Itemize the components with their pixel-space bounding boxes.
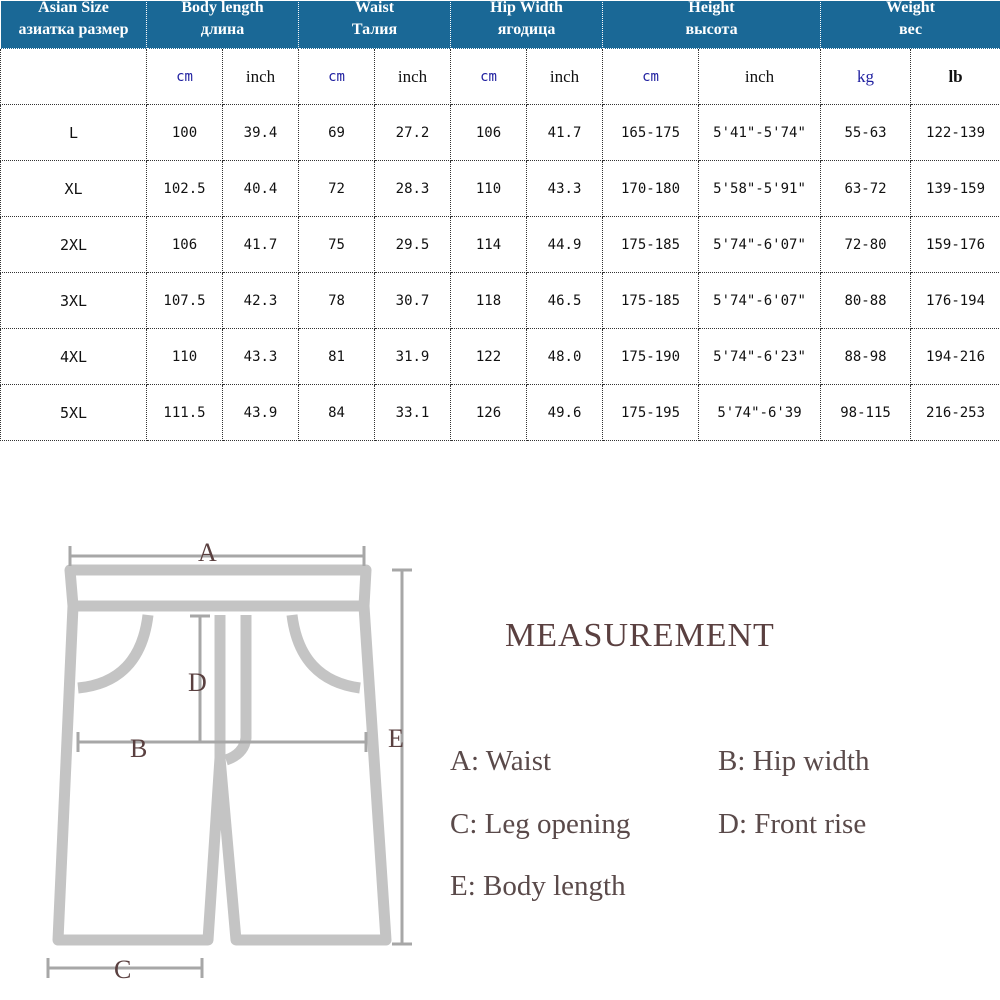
measurement-diagram <box>0 520 1000 1000</box>
header-height: Height высота <box>603 1 821 49</box>
unit-cell: inch <box>223 49 299 105</box>
size-cell: 2XL <box>1 217 147 273</box>
table-cell: 88-98 <box>821 329 911 385</box>
table-cell: 5'74"-6'23" <box>699 329 821 385</box>
table-cell: 72 <box>299 161 375 217</box>
table-cell: 30.7 <box>375 273 451 329</box>
table-cell: 28.3 <box>375 161 451 217</box>
unit-cell: cm <box>147 49 223 105</box>
unit-cell: cm <box>451 49 527 105</box>
table-cell: 175-195 <box>603 385 699 441</box>
table-cell: 41.7 <box>527 105 603 161</box>
table-cell: 110 <box>147 329 223 385</box>
unit-cell: inch <box>375 49 451 105</box>
table-cell: 48.0 <box>527 329 603 385</box>
table-row <box>1 105 1000 161</box>
table-cell: 122-139 <box>911 105 1000 161</box>
table-cell: 122 <box>451 329 527 385</box>
table-cell: 126 <box>451 385 527 441</box>
table-cell: 118 <box>451 273 527 329</box>
table-cell: 5'74"-6'07" <box>699 273 821 329</box>
table-cell: 216-253 <box>911 385 1000 441</box>
table-cell: 107.5 <box>147 273 223 329</box>
table-cell: 102.5 <box>147 161 223 217</box>
table-cell: 41.7 <box>223 217 299 273</box>
shorts-outline <box>58 570 386 940</box>
table-cell: 5'74"-6'39 <box>699 385 821 441</box>
table-cell: 5'74"-6'07" <box>699 217 821 273</box>
table-cell: 175-190 <box>603 329 699 385</box>
size-cell: 5XL <box>1 385 147 441</box>
table-row <box>1 161 1000 217</box>
table-row <box>1 385 1000 441</box>
table-cell: 75 <box>299 217 375 273</box>
header-body-length: Body length длина <box>147 1 299 49</box>
table-cell: 78 <box>299 273 375 329</box>
size-cell: XL <box>1 161 147 217</box>
table-cell: 84 <box>299 385 375 441</box>
table-cell: 72-80 <box>821 217 911 273</box>
table-cell: 98-115 <box>821 385 911 441</box>
table-cell: 33.1 <box>375 385 451 441</box>
label-d: D <box>188 668 207 697</box>
unit-cell: kg <box>821 49 911 105</box>
legend-front-rise: D: Front rise <box>718 808 867 840</box>
table-cell: 44.9 <box>527 217 603 273</box>
table-cell: 110 <box>451 161 527 217</box>
table-cell: 55-63 <box>821 105 911 161</box>
unit-cell: inch <box>527 49 603 105</box>
measurement-title: MEASUREMENT <box>505 617 775 654</box>
legend-waist: A: Waist <box>450 745 552 777</box>
header-row <box>1 1 1000 49</box>
table-cell: 69 <box>299 105 375 161</box>
table-cell: 39.4 <box>223 105 299 161</box>
header-waist: Waist Талия <box>299 1 451 49</box>
table-cell: 27.2 <box>375 105 451 161</box>
table-cell: 43.9 <box>223 385 299 441</box>
size-cell: L <box>1 105 147 161</box>
unit-cell: inch <box>699 49 821 105</box>
table-cell: 106 <box>147 217 223 273</box>
table-cell: 43.3 <box>223 329 299 385</box>
size-cell: 3XL <box>1 273 147 329</box>
table-cell: 170-180 <box>603 161 699 217</box>
unit-row <box>1 49 1000 105</box>
table-cell: 80-88 <box>821 273 911 329</box>
table-cell: 159-176 <box>911 217 1000 273</box>
table-cell: 49.6 <box>527 385 603 441</box>
table-cell: 29.5 <box>375 217 451 273</box>
table-cell: 100 <box>147 105 223 161</box>
table-cell: 175-185 <box>603 217 699 273</box>
header-weight: Weight вес <box>821 1 1000 49</box>
size-cell: 4XL <box>1 329 147 385</box>
table-cell: 40.4 <box>223 161 299 217</box>
table-cell: 63-72 <box>821 161 911 217</box>
table-cell: 114 <box>451 217 527 273</box>
unit-cell: lb <box>911 49 1000 105</box>
table-cell: 194-216 <box>911 329 1000 385</box>
unit-cell: cm <box>603 49 699 105</box>
table-row <box>1 273 1000 329</box>
label-b: B <box>130 734 148 763</box>
table-cell: 46.5 <box>527 273 603 329</box>
table-cell: 139-159 <box>911 161 1000 217</box>
label-a: A <box>198 538 217 567</box>
size-chart-table <box>0 0 1000 441</box>
table-cell: 81 <box>299 329 375 385</box>
table-row <box>1 217 1000 273</box>
table-cell: 42.3 <box>223 273 299 329</box>
table-row <box>1 329 1000 385</box>
table-cell: 111.5 <box>147 385 223 441</box>
unit-cell <box>1 49 147 105</box>
table-cell: 106 <box>451 105 527 161</box>
table-cell: 175-185 <box>603 273 699 329</box>
table-cell: 165-175 <box>603 105 699 161</box>
table-cell: 5'41"-5'74" <box>699 105 821 161</box>
table-cell: 43.3 <box>527 161 603 217</box>
legend-leg-opening: C: Leg opening <box>450 808 631 840</box>
table-cell: 5'58"-5'91" <box>699 161 821 217</box>
header-hip-width: Hip Width ягодица <box>451 1 603 49</box>
legend-body-length: E: Body length <box>450 870 626 902</box>
label-e: E <box>388 724 404 753</box>
label-c: C <box>114 955 132 984</box>
header-asian-size: Asian Size азиатка размер <box>1 1 147 49</box>
table-cell: 31.9 <box>375 329 451 385</box>
unit-cell: cm <box>299 49 375 105</box>
table-cell: 176-194 <box>911 273 1000 329</box>
legend-hip-width: B: Hip width <box>718 745 870 777</box>
